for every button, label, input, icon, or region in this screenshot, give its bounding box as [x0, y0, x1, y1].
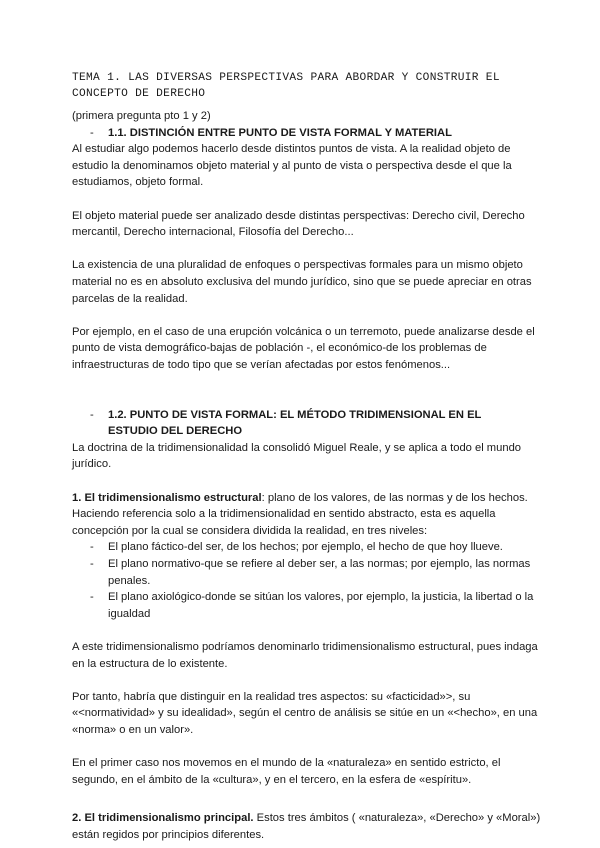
section-1-heading-text: 1.1. DISTINCIÓN ENTRE PUNTO DE VISTA FORMAL Y MATERIAL	[108, 126, 452, 139]
document-content	[72, 70, 542, 844]
document-title	[72, 70, 542, 102]
section-2-heading-line-2: ESTUDIO DEL DERECHO	[108, 425, 243, 438]
section-1-heading	[72, 125, 542, 142]
bullet-dash: -	[90, 126, 94, 139]
paragraph: En el primer caso nos movemos en el mundo de la «naturaleza» en sentido estricto, el segundo, en el ámbito de la «cultura», y en el tercero, en la esfera de «espíritu».	[72, 757, 501, 786]
bullet-dash: -	[90, 558, 94, 571]
list-item-text: El plano normativo-que se refiere al deber ser, a las normas; por ejemplo, las normas penales.	[108, 558, 531, 587]
paragraph-text: Estos tres ámbitos ( «naturaleza», «Derecho» y «Moral») están regidos por principios diferentes.	[72, 812, 541, 841]
paragraph: El objeto material puede ser analizado desde distintas perspectivas: Derecho civil, Derecho mercantil, Derecho internacional, Filosofía del Derecho...	[72, 209, 525, 239]
section-2-heading	[72, 407, 542, 440]
list-item	[72, 589, 542, 622]
list-item-text: El plano axiológico-donde se sitúan los valores, por ejemplo, la justicia, la libertad o la igualdad	[108, 591, 534, 620]
paragraph: Al estudiar algo podemos hacerlo desde distintos puntos de vista. A la realidad objeto de estudio la denominamos objeto material y al punto de vista o perspectiva desde el que la estudiamos, objeto formal.	[72, 143, 512, 189]
section-2-heading-text	[108, 407, 542, 440]
paragraph	[72, 810, 542, 843]
paragraph: Por tanto, habría que distinguir en la realidad tres aspectos: su «facticidad»>, su «<normatividad» y su idealidad», según el centro de análisis se sitúe en un «<hecho», en una «norma» o en un valor».	[72, 690, 538, 736]
paragraph: La doctrina de la tridimensionalidad la consolidó Miguel Reale, y se aplica a todo el mundo jurídico.	[72, 441, 522, 471]
bullet-dash: -	[90, 541, 94, 554]
section-2-heading-line-1: 1.2. PUNTO DE VISTA FORMAL: EL MÉTODO TRIDIMENSIONAL EN EL	[108, 408, 482, 421]
bullet-dash: -	[90, 408, 94, 421]
title-line-2: CONCEPTO DE DERECHO	[72, 88, 206, 100]
list-item	[72, 556, 542, 589]
subtitle: (primera pregunta pto 1 y 2)	[72, 110, 211, 122]
planes-list	[72, 539, 542, 622]
title-line-1: TEMA 1. LAS DIVERSAS PERSPECTIVAS PARA ABORDAR Y CONSTRUIR EL	[72, 72, 500, 84]
paragraph-text: : plano de los valores, de las normas y de los hechos. Haciendo referencia solo a la tridimensionalidad en sentido abstracto, esta es aquella concepción por la cual se considera dividida la realidad, en tres niveles:	[72, 491, 528, 537]
bullet-dash: -	[90, 591, 94, 604]
paragraph: A este tridimensionalismo podríamos denominarlo tridimensionalismo estructural, pues indaga en la estructura de lo existente.	[72, 641, 538, 670]
paragraph: La existencia de una pluralidad de enfoques o perspectivas formales para un mismo objeto material no es en absoluto exclusiva del mundo jurídico, sino que se puede apreciar en otras parcelas de la realidad.	[72, 259, 532, 305]
subheading-structural: 1. El tridimensionalismo estructural	[72, 491, 262, 504]
subheading-principal: 2. El tridimensionalismo principal.	[72, 812, 254, 825]
paragraph: Por ejemplo, en el caso de una erupción volcánica o un terremoto, puede analizarse desde el punto de vista demográfico-bajas de población -, el económico-de los problemas de infraestructuras de todo tipo que se verían afectadas por estos fenómenos...	[72, 325, 535, 371]
paragraph	[72, 490, 542, 540]
list-item	[72, 539, 542, 556]
list-item-text: El plano fáctico-del ser, de los hechos; por ejemplo, el hecho de que hoy llueve.	[108, 541, 503, 554]
